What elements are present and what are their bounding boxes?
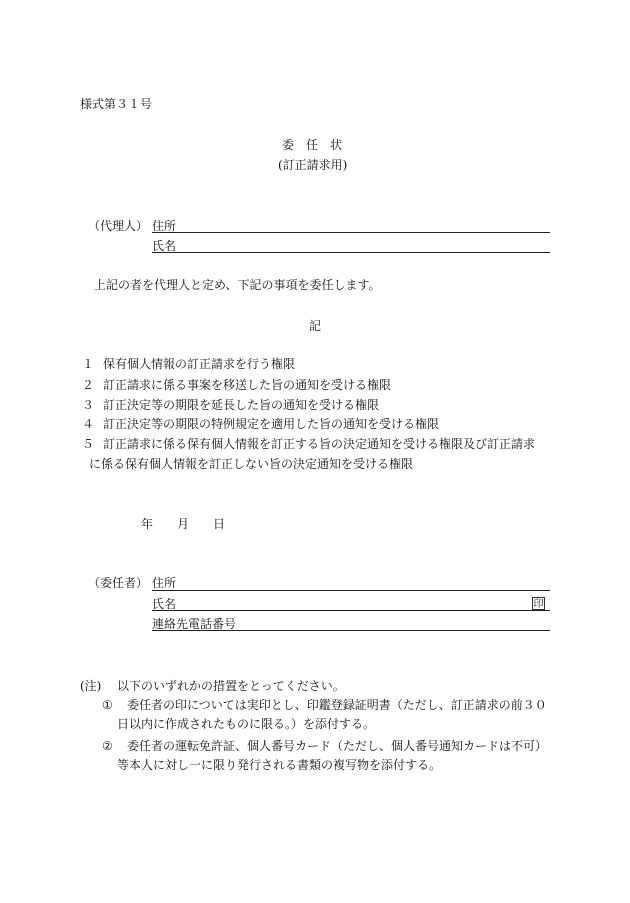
item-text: 保有個人情報の訂正請求を行う権限 <box>103 357 296 371</box>
note-text: 委任者の印については実印とし、印鑑登録証明書（ただし、訂正請求の前３０ <box>127 698 547 712</box>
principal-name-field[interactable] <box>152 610 550 611</box>
agent-name-label: 氏名 <box>152 239 177 253</box>
date-year: 年 <box>141 517 154 531</box>
principal-label: （委任者） <box>88 576 149 590</box>
notes-intro: 以下のいずれかの措置をとってください。 <box>117 679 345 693</box>
item-text-continued: に係る保有個人情報を訂正しない旨の決定通知を受ける権限 <box>89 457 414 471</box>
agent-address-field[interactable] <box>152 232 550 233</box>
principal-phone-label: 連絡先電話番号 <box>152 617 237 631</box>
principal-name-label: 氏名 <box>152 597 177 611</box>
ki-heading: 記 <box>309 319 322 333</box>
item-number: １ <box>82 357 95 371</box>
item-text: 訂正請求に係る事案を移送した旨の通知を受ける権限 <box>103 378 392 392</box>
principal-address-label: 住所 <box>152 576 177 590</box>
item-text: 訂正請求に係る保有個人情報を訂正する旨の決定通知を受ける権限及び訂正請求 <box>103 437 536 451</box>
item-number: ５ <box>82 437 95 451</box>
principal-phone-field[interactable] <box>152 630 550 631</box>
agent-address-label: 住所 <box>152 219 177 233</box>
date-day: 日 <box>213 517 226 531</box>
item-number: ４ <box>82 417 95 431</box>
document-title: 委 任 状 <box>282 138 343 152</box>
form-number: 様式第３１号 <box>80 97 153 111</box>
note-marker: ① <box>102 698 113 712</box>
agent-label: （代理人） <box>88 219 149 233</box>
seal-mark: 印 <box>533 599 544 610</box>
date-month: 月 <box>177 517 190 531</box>
note-text: 委任者の運転免許証、個人番号カード（ただし、個人番号通知カードは不可） <box>127 739 548 753</box>
note-text-continued: 日以内に作成されたものに限る。）を添付する。 <box>117 717 376 731</box>
document-subtitle: (訂正請求用) <box>278 158 348 172</box>
item-text: 訂正決定等の期限を延長した旨の通知を受ける権限 <box>103 398 380 412</box>
principal-address-field[interactable] <box>152 590 550 591</box>
item-text: 訂正決定等の期限の特例規定を適用した旨の通知を受ける権限 <box>103 417 440 431</box>
intro-text: 上記の者を代理人と定め、下記の事項を委任します。 <box>94 278 381 292</box>
notes-label: (注) <box>80 679 102 693</box>
item-number: ３ <box>82 398 95 412</box>
item-number: ２ <box>82 378 95 392</box>
note-marker: ② <box>102 739 113 753</box>
note-text-continued: 等本人に対し一に限り発行される書類の複写物を添付する。 <box>117 758 442 772</box>
agent-name-field[interactable] <box>152 252 550 253</box>
